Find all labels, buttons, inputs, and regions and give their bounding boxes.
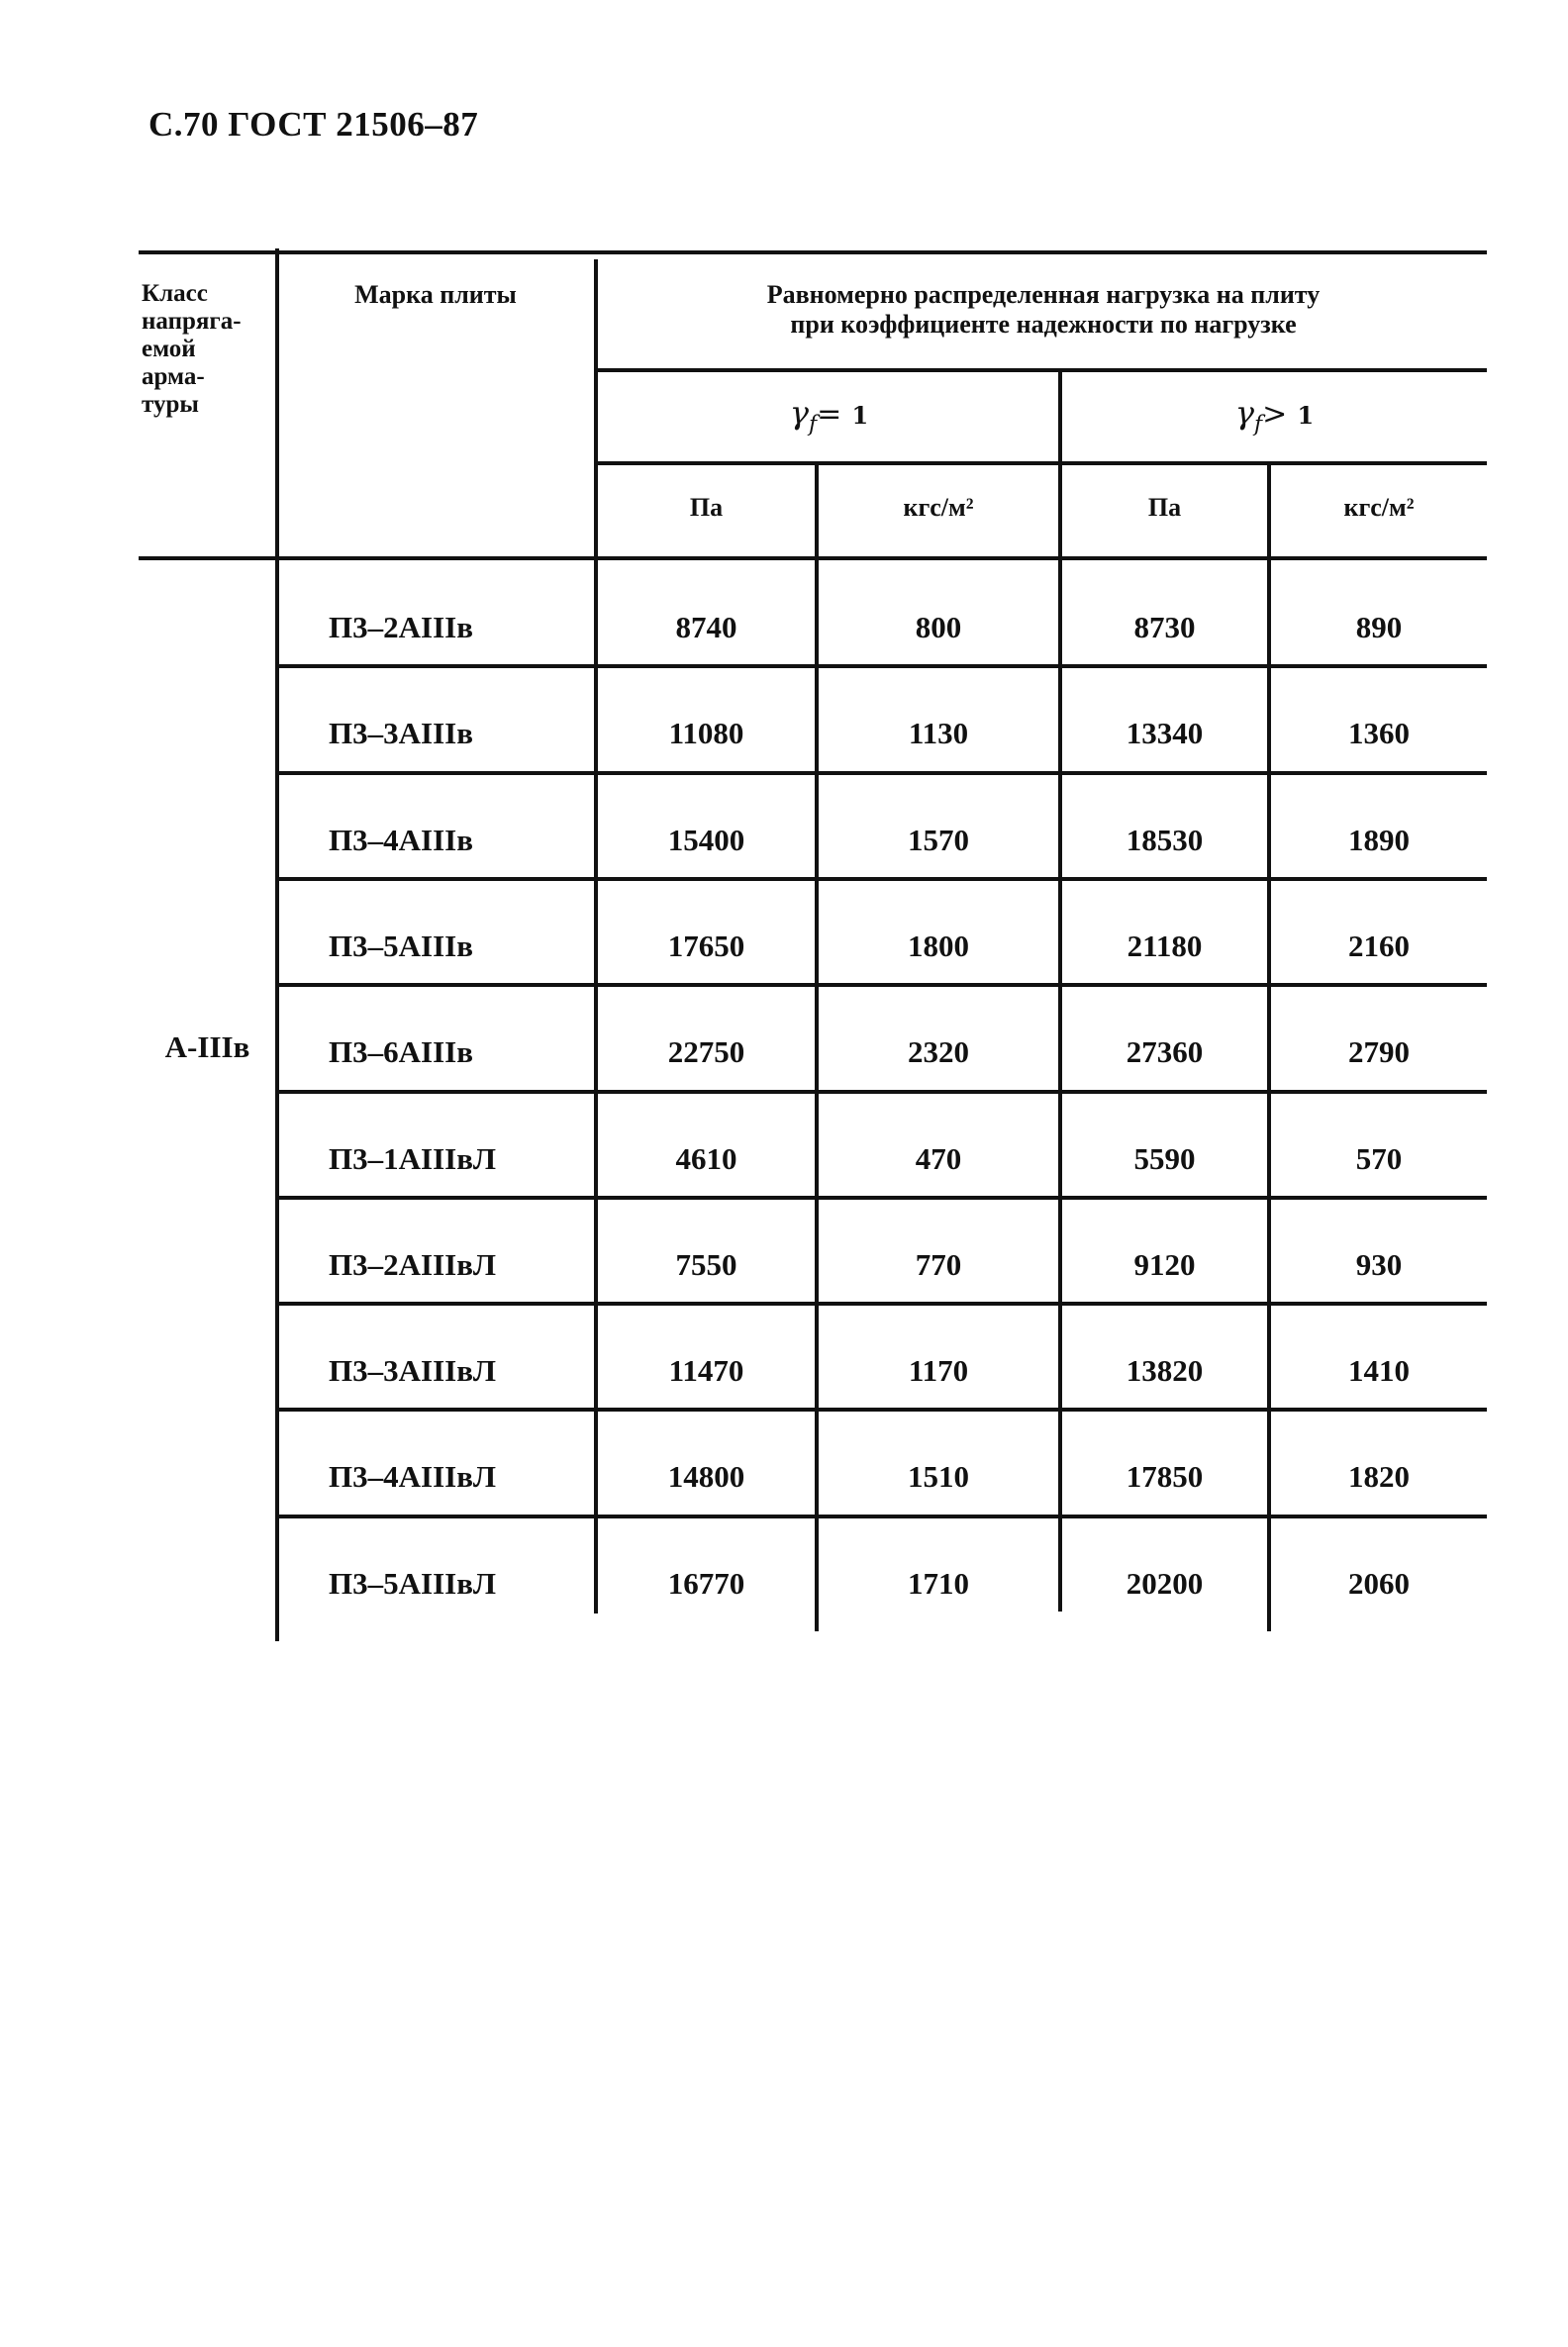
cell-kgs2: 930 xyxy=(1355,1246,1403,1282)
cell-kgs1: 1800 xyxy=(908,928,969,963)
cell-pa2: 27360 xyxy=(1126,1034,1204,1070)
cell-mark: П3–2АIIIв xyxy=(329,610,473,644)
cell-pa1: 14800 xyxy=(667,1459,745,1495)
cell-kgs2: 570 xyxy=(1355,1140,1403,1176)
cell-pa1: 15400 xyxy=(667,822,745,857)
class-header-line: емой xyxy=(142,336,196,362)
class-header-line: арма- xyxy=(142,363,205,390)
cell-pa2: 18530 xyxy=(1126,822,1204,857)
load-header xyxy=(600,280,1487,340)
cell-kgs1: 1570 xyxy=(908,822,969,857)
cell-kgs2: 2060 xyxy=(1348,1565,1410,1601)
page-header: С.70 ГОСТ 21506–87 xyxy=(148,105,479,144)
cell-pa1: 8740 xyxy=(675,610,737,644)
cell-mark: П3–3АIIIв xyxy=(329,716,473,751)
cell-kgs1: 1130 xyxy=(908,716,969,751)
cell-mark: П3–5АIIIвЛ xyxy=(329,1565,497,1601)
cell-pa1: 4610 xyxy=(675,1140,737,1176)
cell-kgs1: 1510 xyxy=(908,1459,969,1495)
cell-kgs1: 470 xyxy=(915,1140,962,1176)
mark-header: Марка плиты xyxy=(354,280,517,309)
class-header-line: Класс xyxy=(142,280,208,307)
row-rule xyxy=(279,664,1487,668)
gamma-gt-symbol: γ xyxy=(1234,394,1254,432)
cell-kgs2: 1820 xyxy=(1348,1459,1410,1495)
gamma-eq-sub: f xyxy=(808,412,818,438)
row-rule xyxy=(279,1090,1487,1094)
cell-mark: П3–4АIIIвЛ xyxy=(329,1459,497,1495)
cell-pa1: 7550 xyxy=(675,1246,737,1282)
unit-pa-2: Па xyxy=(1147,493,1182,522)
cell-pa1: 11470 xyxy=(668,1353,744,1389)
cell-kgs1: 1710 xyxy=(908,1565,969,1601)
table-top-rule xyxy=(139,250,1487,254)
row-rule xyxy=(279,1515,1487,1518)
header-bottom-rule xyxy=(139,556,1487,560)
gamma-eq-value: 1 xyxy=(851,401,869,430)
cell-pa2: 17850 xyxy=(1126,1459,1204,1495)
class-header-line: напряга- xyxy=(142,308,242,335)
cell-pa2: 13340 xyxy=(1126,716,1204,751)
row-rule xyxy=(279,1196,1487,1200)
cell-mark: П3–2АIIIвЛ xyxy=(329,1246,497,1282)
row-rule xyxy=(279,877,1487,881)
gamma-rule xyxy=(597,461,1487,465)
gamma-eq-op: = xyxy=(817,397,842,432)
gamma-gt-op: > xyxy=(1262,397,1288,432)
cell-kgs1: 1170 xyxy=(908,1353,969,1389)
cell-kgs2: 1410 xyxy=(1348,1353,1410,1389)
cell-kgs2: 1360 xyxy=(1348,716,1410,751)
cell-mark: П3–3АIIIвЛ xyxy=(329,1353,497,1389)
gamma-gt-value: 1 xyxy=(1297,401,1315,430)
gamma-eq-symbol: γ xyxy=(789,394,809,432)
cell-mark: П3–1АIIIвЛ xyxy=(329,1140,497,1176)
cell-mark: П3–4АIIIв xyxy=(329,822,473,857)
class-header xyxy=(142,280,270,419)
cell-kgs2: 890 xyxy=(1355,610,1403,644)
load-header-line1: Равномерно распределенная нагрузка на плиту xyxy=(766,280,1321,309)
unit-kgs-1: кгс/м² xyxy=(903,493,974,522)
cell-pa1: 16770 xyxy=(667,1565,745,1601)
gamma-eq-header xyxy=(600,394,1058,437)
gamma-gt-header xyxy=(1062,394,1487,437)
header-sub-rule xyxy=(597,368,1487,372)
unit-pa-1: Па xyxy=(689,493,724,522)
row-rule xyxy=(279,983,1487,987)
unit-kgs-2: кгс/м² xyxy=(1343,493,1415,522)
class-header-line: туры xyxy=(142,391,199,418)
load-header-line2: при коэффициенте надежности по нагрузке xyxy=(790,310,1297,339)
row-rule xyxy=(279,1302,1487,1306)
gamma-divider xyxy=(1058,372,1062,1612)
cell-kgs1: 2320 xyxy=(908,1034,969,1070)
cell-kgs2: 1890 xyxy=(1348,822,1410,857)
cell-kgs1: 800 xyxy=(915,610,962,644)
cell-pa2: 13820 xyxy=(1126,1353,1204,1389)
row-rule xyxy=(279,771,1487,775)
cell-mark: П3–6АIIIв xyxy=(329,1034,473,1070)
cell-pa1: 17650 xyxy=(667,928,745,963)
row-rule xyxy=(279,1408,1487,1412)
cell-pa2: 5590 xyxy=(1133,1140,1196,1176)
cell-mark: П3–5АIIIв xyxy=(329,928,473,963)
cell-kgs2: 2160 xyxy=(1348,928,1410,963)
cell-pa2: 21180 xyxy=(1127,928,1203,963)
cell-kgs1: 770 xyxy=(915,1246,962,1282)
cell-pa2: 8730 xyxy=(1133,610,1196,644)
cell-pa1: 22750 xyxy=(667,1034,745,1070)
class-value: А-IIIв xyxy=(164,1029,250,1064)
gamma-gt-sub: f xyxy=(1253,412,1263,438)
cell-pa1: 11080 xyxy=(668,716,744,751)
cell-pa2: 20200 xyxy=(1126,1565,1204,1601)
class-column-divider xyxy=(275,248,279,1641)
cell-kgs2: 2790 xyxy=(1348,1034,1410,1070)
cell-pa2: 9120 xyxy=(1133,1246,1196,1282)
